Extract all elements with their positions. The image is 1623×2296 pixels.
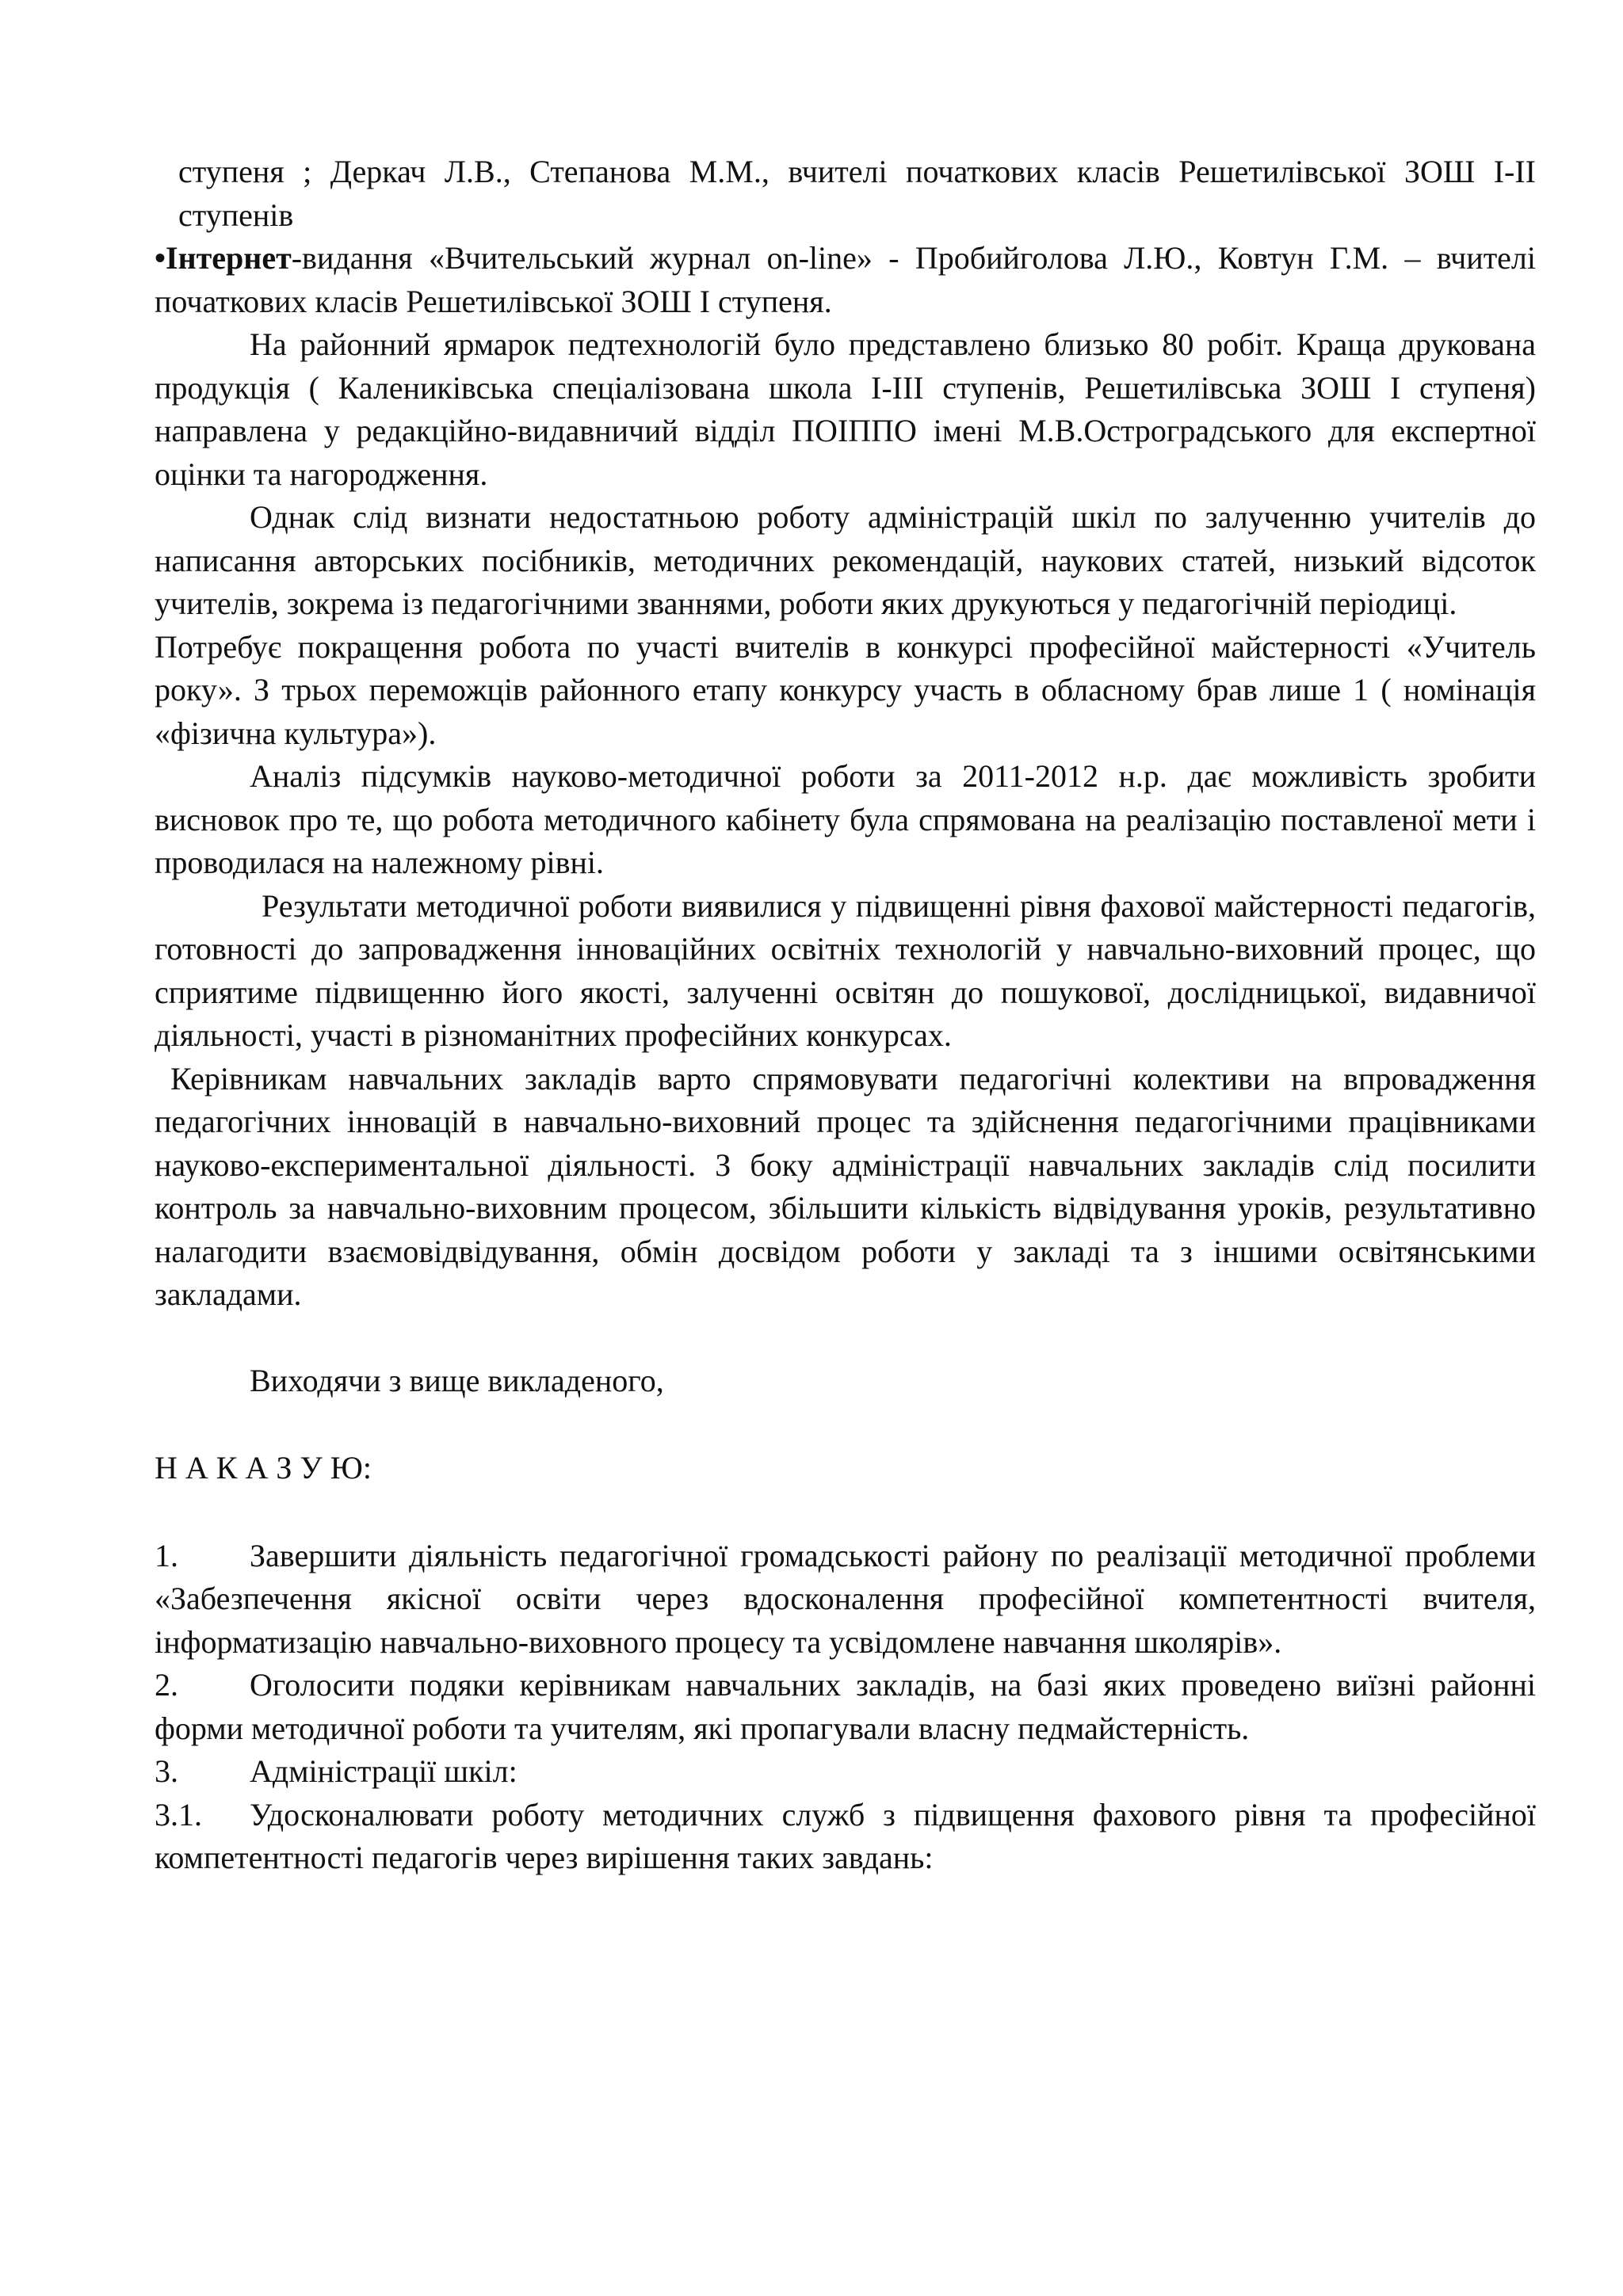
bullet-item: [155, 237, 1536, 323]
paragraph-fair: На районний ярмарок педтехнологій було представлено близько 80 робіт. Краща друкована продукція ( Калениківська спеціалізована школа І-ІІІ ступенів, Решетилівська ЗОШ І ступеня) направлена у редакційно-видавничий відділ ПОІППО імені М.В.Остроградського для експертної оцінки та нагородження.: [155, 326, 1536, 492]
continued-fragment: ступеня ; Деркач Л.В., Степанова М.М., вчителі початкових класів Решетилівської ЗОШ І-ІІ ступенів: [178, 154, 1536, 233]
order-heading: Н А К А З У Ю:: [155, 1450, 372, 1486]
paragraph-contest: Потребує покращення робота по участі вчителів в конкурсі професійної майстерності «Учитель року». З трьох переможців районного етапу конкурсу участь в обласному брав лише 1 ( номінація «фізична культура»).: [155, 628, 1536, 751]
paragraph-conclusion: Виходячи з вище викладеного,: [250, 1362, 664, 1398]
order-item: [155, 1664, 1536, 1750]
order-item-number: 3.1.: [155, 1796, 202, 1833]
paragraph-recommendations: Керівникам навчальних закладів варто спрямовувати педагогічні колективи на впровадження педагогічних інновацій в навчально-виховний процес та здійснення педагогічними працівниками науково-експериментальної діяльності. З боку адміністрації навчальних закладів слід посилити контроль за навчально-виховним процесом, збільшити кількість відвідування уроків, результативно налагодити взаємовідвідування, обмін досвідом роботи у закладі та з іншими освітянськими закладами.: [155, 1060, 1536, 1312]
order-item-number: 1.: [155, 1537, 178, 1573]
order-item-text: Удосконалювати роботу методичних служб з підвищення фахового рівня та професійної компетентності педагогів через вирішення таких завдань:: [155, 1796, 1536, 1875]
order-item: [155, 1535, 1536, 1665]
bullet-marker: •: [155, 240, 166, 276]
order-item-text: Завершити діяльність педагогічної громадськості району по реалізації методичної проблеми «Забезпечення якісної освіти через вдосконалення професійної компетентності вчителя, інформатизацію навчально-виховного процесу та усвідомлене навчання школярів».: [155, 1537, 1536, 1660]
order-item-number: 2.: [155, 1667, 178, 1703]
order-item: [155, 1750, 1536, 1794]
bullet-text: -видання «Вчительський журнал on-line» - Пробийголова Л.Ю., Ковтун Г.М. – вчителі початкових класів Решетилівської ЗОШ І ступеня.: [155, 240, 1536, 319]
order-item-text: Оголосити подяки керівникам навчальних закладів, на базі яких проведено виїзні районні форми методичної роботи та учителям, які пропагували власну педмайстерність.: [155, 1667, 1536, 1746]
bullet-bold-text: Інтернет: [166, 240, 292, 276]
paragraph-shortcomings: Однак слід визнати недостатньою роботу адміністрацій шкіл по залученню учителів до написання авторських посібників, методичних рекомендацій, наукових статей, низький відсоток учителів, зокрема із педагогічними званнями, роботи яких друкуються у педагогічній періодиці.: [155, 499, 1536, 621]
order-item-number: 3.: [155, 1753, 178, 1789]
order-item-text: Адміністрації шкіл:: [250, 1753, 517, 1789]
order-item: [155, 1794, 1536, 1880]
paragraph-results: Результати методичної роботи виявилися у підвищенні рівня фахової майстерності педагогів, готовності до запровадження інноваційних освітніх технологій у навчально-виховний процес, що сприятиме підвищенню його якості, залученні освітян до пошукової, дослідницької, видавничої діяльності, участі в різноманітних професійних конкурсах.: [155, 887, 1536, 1053]
paragraph-analysis: Аналіз підсумків науково-методичної роботи за 2011-2012 н.р. дає можливість зробити висновок про те, що робота методичного кабінету була спрямована на реалізацію поставленої мети і проводилася на належному рівні.: [155, 758, 1536, 880]
